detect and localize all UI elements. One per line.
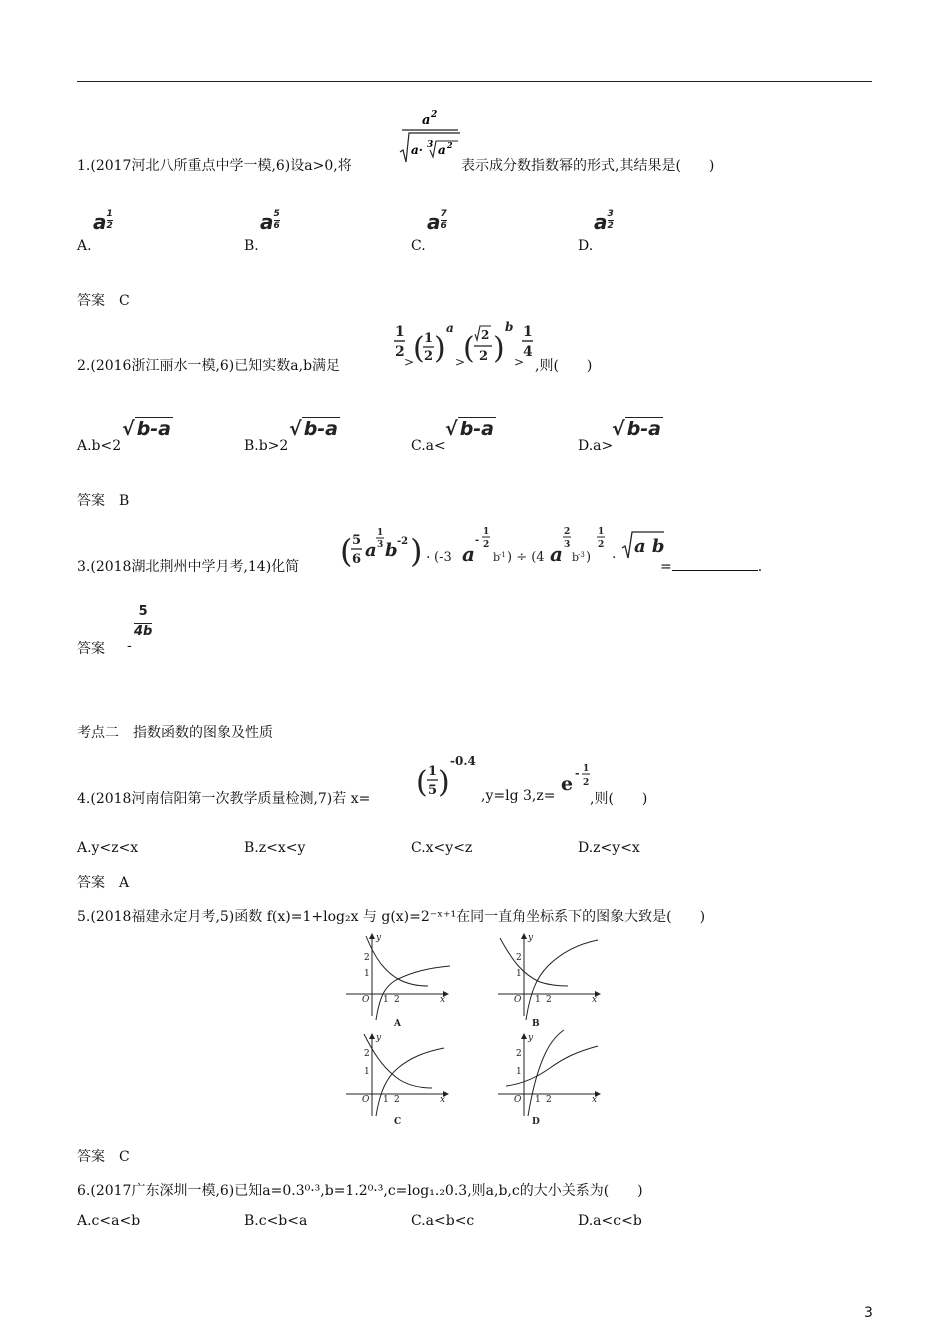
svg-text:a·: a· bbox=[411, 143, 423, 157]
q4-stem-tail: ,则( ) bbox=[590, 791, 648, 807]
svg-text:>: > bbox=[455, 355, 466, 369]
q1-option-c-power: a $\frac{7}{6}$ bbox=[427, 209, 447, 234]
svg-text:1: 1 bbox=[424, 331, 434, 346]
svg-text:x: x bbox=[440, 1095, 446, 1105]
svg-text:(: ( bbox=[416, 765, 428, 800]
svg-text:D: D bbox=[532, 1117, 540, 1127]
svg-text:1: 1 bbox=[523, 324, 533, 340]
q1-option-b-power: a $\frac{5}{6}$ bbox=[260, 209, 280, 234]
section-heading: 考点二 指数函数的图象及性质 bbox=[77, 725, 273, 741]
svg-text:2: 2 bbox=[546, 1095, 552, 1105]
svg-text:O: O bbox=[362, 995, 370, 1005]
svg-text:6: 6 bbox=[352, 552, 362, 567]
svg-text:1: 1 bbox=[383, 995, 389, 1005]
svg-text:-: - bbox=[575, 767, 580, 780]
q5-graphs bbox=[340, 928, 620, 1137]
q3-stem: 3.(2018湖北荆州中学月考,14)化简 bbox=[77, 559, 300, 575]
svg-text:x: x bbox=[440, 995, 446, 1005]
svg-text:2: 2 bbox=[546, 995, 552, 1005]
svg-text:): ) bbox=[434, 331, 446, 366]
svg-text:) ÷ (4: ) ÷ (4 bbox=[507, 550, 545, 565]
svg-text:(-3: (-3 bbox=[434, 550, 452, 565]
q6-stem: 6.(2017广东深圳一模,6)已知a=0.3⁰·³,b=1.2⁰·³,c=log₁.₂0.3,则a,b,c的大小关系为( ) bbox=[77, 1183, 643, 1199]
q1-radical-expression bbox=[398, 104, 462, 166]
svg-text:2: 2 bbox=[516, 1049, 522, 1059]
svg-text:2: 2 bbox=[481, 328, 490, 342]
svg-text:1: 1 bbox=[483, 527, 490, 537]
q1-answer: 答案 C bbox=[77, 293, 130, 309]
svg-text:1: 1 bbox=[535, 1095, 541, 1105]
svg-text:2: 2 bbox=[598, 540, 605, 550]
graph-c bbox=[346, 1033, 448, 1127]
svg-text:2: 2 bbox=[394, 995, 400, 1005]
q1-option-a[interactable]: A. bbox=[77, 238, 92, 254]
svg-text:2: 2 bbox=[479, 349, 489, 364]
svg-text:b: b bbox=[572, 551, 580, 564]
q4-answer: 答案 A bbox=[77, 875, 130, 891]
svg-text:a b: a b bbox=[634, 536, 665, 557]
q3-answer-minus: - bbox=[127, 638, 132, 654]
svg-text:): ) bbox=[410, 532, 423, 570]
svg-text:a: a bbox=[365, 540, 377, 561]
header-rule bbox=[77, 81, 872, 82]
svg-text:1: 1 bbox=[377, 528, 384, 538]
q2-option-d[interactable]: D.a> bbox=[578, 438, 614, 454]
svg-text:O: O bbox=[514, 995, 522, 1005]
svg-text:·: · bbox=[612, 550, 617, 566]
svg-text:-3: -3 bbox=[578, 551, 585, 559]
svg-text:O: O bbox=[362, 1095, 370, 1105]
svg-text:a: a bbox=[438, 143, 446, 157]
svg-text:-: - bbox=[475, 535, 480, 546]
q2-option-a-sqrt: √ b-a bbox=[122, 418, 171, 440]
q5-graphs-svg bbox=[340, 928, 620, 1133]
svg-text:x: x bbox=[592, 1095, 598, 1105]
svg-text:1: 1 bbox=[516, 969, 522, 979]
svg-text:2: 2 bbox=[431, 110, 438, 120]
q3-expression bbox=[340, 520, 670, 580]
svg-text:>: > bbox=[404, 355, 415, 369]
q3-answer-fraction: $\frac{5}{4b}$ bbox=[134, 604, 153, 639]
q4-option-d[interactable]: D.z<y<x bbox=[578, 840, 640, 856]
q1-option-d-power: a $\frac{3}{2}$ bbox=[594, 209, 614, 234]
svg-text:2: 2 bbox=[395, 344, 405, 360]
svg-text:1: 1 bbox=[516, 1067, 522, 1077]
svg-text:5: 5 bbox=[352, 533, 362, 548]
q2-option-d-sqrt: √ b-a bbox=[612, 418, 661, 440]
svg-text:1: 1 bbox=[364, 969, 370, 979]
q4-option-c[interactable]: C.x<y<z bbox=[411, 840, 473, 856]
svg-text:3: 3 bbox=[427, 140, 434, 150]
svg-text:A: A bbox=[394, 1019, 401, 1029]
svg-text:(: ( bbox=[340, 532, 353, 570]
q1-option-a-power: a $\frac{1}{2}$ bbox=[93, 209, 113, 234]
svg-text:2: 2 bbox=[564, 527, 571, 537]
q4-option-a[interactable]: A.y<z<x bbox=[77, 840, 139, 856]
q1-option-c[interactable]: C. bbox=[411, 238, 426, 254]
q2-option-c-sqrt: √ b-a bbox=[445, 418, 494, 440]
graph-a bbox=[346, 933, 450, 1029]
svg-text:-1: -1 bbox=[499, 551, 506, 559]
svg-text:y: y bbox=[528, 933, 534, 943]
svg-text:>: > bbox=[514, 355, 525, 369]
svg-text:2: 2 bbox=[447, 140, 453, 150]
svg-text:b: b bbox=[505, 320, 514, 334]
svg-text:1: 1 bbox=[598, 527, 605, 537]
svg-text:1: 1 bbox=[535, 995, 541, 1005]
q2-option-a[interactable]: A.b<2 bbox=[77, 438, 122, 454]
svg-text:3: 3 bbox=[564, 540, 571, 550]
svg-text:3: 3 bbox=[377, 540, 384, 550]
q2-option-b[interactable]: B.b>2 bbox=[244, 438, 289, 454]
q1-radical-svg bbox=[398, 104, 462, 166]
svg-text:e: e bbox=[561, 773, 574, 795]
svg-text:·: · bbox=[426, 550, 431, 566]
q2-option-b-sqrt: √ b-a bbox=[289, 418, 338, 440]
svg-text:y: y bbox=[376, 1033, 382, 1043]
q4-option-b[interactable]: B.z<x<y bbox=[244, 840, 306, 856]
graph-d bbox=[498, 1030, 600, 1127]
svg-text:1: 1 bbox=[383, 1095, 389, 1105]
svg-text:a: a bbox=[446, 321, 454, 335]
svg-text:x: x bbox=[592, 995, 598, 1005]
svg-text:2: 2 bbox=[394, 1095, 400, 1105]
q6-option-a[interactable]: A.c<a<b bbox=[77, 1213, 141, 1229]
q6-option-d[interactable]: D.a<c<b bbox=[578, 1213, 642, 1229]
graph-b bbox=[498, 933, 600, 1029]
q1-option-b[interactable]: B. bbox=[244, 238, 259, 254]
q2-stem-tail: ,则( ) bbox=[535, 358, 593, 374]
svg-text:1: 1 bbox=[583, 764, 590, 774]
svg-text:1: 1 bbox=[428, 764, 438, 779]
svg-text:4: 4 bbox=[523, 344, 533, 360]
q1-stem: 1.(2017河北八所重点中学一模,6)设a>0,将 bbox=[77, 158, 352, 174]
svg-text:a: a bbox=[462, 542, 475, 566]
svg-text:(: ( bbox=[413, 331, 425, 366]
q2-option-c[interactable]: C.a< bbox=[411, 438, 446, 454]
svg-text:b: b bbox=[493, 551, 501, 564]
svg-text:2: 2 bbox=[364, 953, 370, 963]
svg-text:O: O bbox=[514, 1095, 522, 1105]
svg-text:b: b bbox=[385, 540, 398, 561]
svg-text:-2: -2 bbox=[397, 536, 409, 547]
svg-text:y: y bbox=[376, 933, 382, 943]
q3-blank[interactable]: = . bbox=[660, 556, 762, 575]
q3-expression-svg bbox=[340, 520, 670, 576]
svg-text:): ) bbox=[493, 331, 505, 366]
q4-stem: 4.(2018河南信阳第一次教学质量检测,7)若 x= bbox=[77, 791, 371, 807]
q5-answer: 答案 C bbox=[77, 1149, 130, 1165]
svg-text:): ) bbox=[438, 765, 450, 800]
page-number: 3 bbox=[864, 1305, 873, 1321]
svg-text:1: 1 bbox=[364, 1067, 370, 1077]
svg-text:(: ( bbox=[463, 331, 475, 366]
svg-text:y: y bbox=[528, 1033, 534, 1043]
q2-stem: 2.(2016浙江丽水一模,6)已知实数a,b满足 bbox=[77, 358, 341, 374]
q5-stem: 5.(2018福建永定月考,5)函数 f(x)=1+log₂x 与 g(x)=2⁻ˣ⁺¹在同一直角坐标系下的图象大致是( ) bbox=[77, 909, 706, 925]
q1-stem-tail: 表示成分数指数幂的形式,其结果是( ) bbox=[461, 158, 715, 174]
svg-text:C: C bbox=[394, 1117, 402, 1127]
q4-stem-mid: ,y=lg 3,z= bbox=[481, 788, 556, 804]
q4-x-svg bbox=[416, 752, 482, 802]
q6-option-c[interactable]: C.a<b<c bbox=[411, 1213, 475, 1229]
svg-text:a: a bbox=[422, 113, 431, 128]
q1-option-d[interactable]: D. bbox=[578, 238, 594, 254]
svg-text:5: 5 bbox=[428, 783, 438, 798]
q2-answer: 答案 B bbox=[77, 493, 130, 509]
q6-option-b[interactable]: B.c<b<a bbox=[244, 1213, 308, 1229]
svg-text:2: 2 bbox=[583, 778, 590, 788]
svg-text:1: 1 bbox=[395, 324, 405, 340]
q3-answer: 答案 bbox=[77, 641, 119, 657]
svg-text:B: B bbox=[532, 1019, 540, 1029]
svg-text:): ) bbox=[586, 550, 592, 565]
svg-text:2: 2 bbox=[424, 349, 434, 364]
svg-text:2: 2 bbox=[364, 1049, 370, 1059]
svg-text:-0.4: -0.4 bbox=[450, 754, 476, 768]
svg-text:2: 2 bbox=[483, 540, 490, 550]
q4-x-expression bbox=[416, 752, 482, 806]
svg-text:a: a bbox=[550, 542, 563, 566]
svg-text:2: 2 bbox=[516, 953, 522, 963]
